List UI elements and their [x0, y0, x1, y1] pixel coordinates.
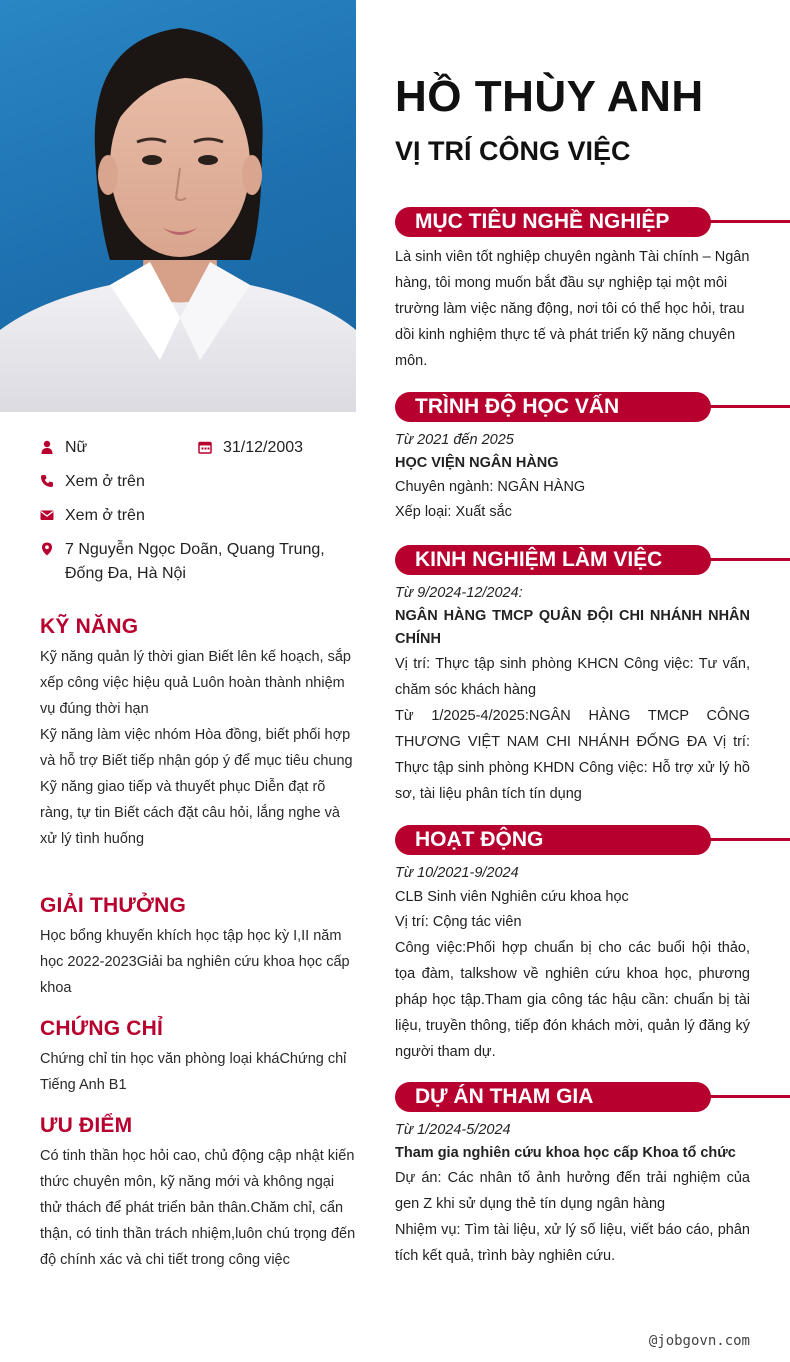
- projects-date: Từ 1/2024-5/2024: [395, 1122, 511, 1138]
- activities-date: Từ 10/2021-9/2024: [395, 865, 519, 881]
- experience-heading-bar: [395, 545, 790, 575]
- activities-heading: HOẠT ĐỘNG: [395, 825, 711, 855]
- candidate-name: HỒ THÙY ANH: [395, 72, 704, 121]
- activities-work: Công việc:Phối hợp chuẩn bị cho các buổi hội thảo, tọa đàm, talkshow về nghiên cứu khoa học, phương pháp học tập.Tham gia công tác hậu cần: chuẩn bị tài liệu, truyền thông, tiếp đón khách mời, quản lý đăng ký người tham dự.: [395, 940, 750, 1060]
- experience-heading: KINH NGHIỆM LÀM VIỆC: [395, 545, 711, 575]
- birthday-text: 31/12/2003: [223, 439, 304, 456]
- job-position: VỊ TRÍ CÔNG VIỆC: [395, 136, 631, 166]
- strengths-section: [40, 1113, 356, 1273]
- activities-position: Vị trí: Cộng tác viên: [395, 914, 522, 930]
- projects-heading-bar: [395, 1082, 790, 1112]
- watermark: @jobgovn.com: [648, 1333, 750, 1349]
- email-item: [40, 506, 145, 526]
- address-text: 7 Nguyễn Ngọc Doãn, Quang Trung, Đống Đa, Hà Nội: [65, 541, 325, 582]
- objective-heading-bar: [395, 207, 790, 237]
- email-text: Xem ở trên: [65, 507, 145, 524]
- experience-detail: Vị trí: Thực tập sinh phòng KHCN Công việc: Tư vấn, chăm sóc khách hàng: [395, 656, 750, 698]
- certificates-heading: CHỨNG CHỈ: [40, 1017, 164, 1040]
- education-rank: Xếp loại: Xuất sắc: [395, 504, 512, 520]
- awards-text: Học bổng khuyến khích học tập học kỳ I,II năm học 2022-2023Giải ba nghiên cứu khoa học cấp khoa: [40, 928, 350, 996]
- mail-icon: [40, 508, 54, 522]
- projects-section: [395, 1082, 790, 1269]
- experience-company: NGÂN HÀNG TMCP QUÂN ĐỘI CHI NHÁNH NHÂN CHÍNH: [395, 608, 750, 647]
- activities-section: [395, 825, 790, 1065]
- education-section: [395, 392, 790, 525]
- awards-heading: GIẢI THƯỞNG: [40, 894, 187, 917]
- skills-section: [40, 614, 356, 852]
- objective-heading: MỤC TIÊU NGHỀ NGHIỆP: [395, 207, 711, 237]
- education-date: Từ 2021 đến 2025: [395, 432, 514, 448]
- phone-text: Xem ở trên: [65, 473, 145, 490]
- skill-item: Kỹ năng làm việc nhóm Hòa đồng, biết phối hợp và hỗ trợ Biết tiếp nhận góp ý để mục tiêu chung: [40, 727, 353, 769]
- awards-section: [40, 893, 356, 1001]
- strengths-text: Có tinh thần học hỏi cao, chủ động cập nhật kiến thức chuyên môn, kỹ năng mới và không ngại thử thách để phát triển bản thân.Chăm chỉ, cẩn thận, có tinh thần trách nhiệm,luôn chú trọng đến độ chính xác và chi tiết trong công việc: [40, 1148, 356, 1268]
- experience-detail: Từ 1/2025-4/2025:NGÂN HÀNG TMCP CÔNG THƯƠNG VIỆT NAM CHI NHÁNH ĐỐNG ĐA Vị trí: Thực tập sinh phòng KHDN Công việc: Hỗ trợ xử lý hồ sơ, tài liệu phân tích tín dụng: [395, 708, 750, 802]
- calendar-icon: [198, 440, 212, 454]
- objective-text: Là sinh viên tốt nghiệp chuyên ngành Tài chính – Ngân hàng, tôi mong muốn bắt đầu sự nghiệp tại một môi trường làm việc năng động, nơi tôi có thể học hỏi, trau dồi kinh nghiệm thực tế và phát triển kỹ năng chuyên môn.: [395, 249, 750, 369]
- certificates-section: [40, 1016, 356, 1098]
- education-heading-bar: [395, 392, 790, 422]
- person-icon: [40, 440, 54, 454]
- objective-section: [395, 207, 790, 374]
- birthday-item: [198, 438, 303, 458]
- education-school: HỌC VIỆN NGÂN HÀNG: [395, 455, 559, 471]
- projects-heading: DỰ ÁN THAM GIA: [395, 1082, 711, 1112]
- experience-section: [395, 545, 790, 807]
- projects-task: Nhiệm vụ: Tìm tài liệu, xử lý số liệu, viết báo cáo, phân tích kết quả, trình bày nghiên cứu.: [395, 1222, 750, 1264]
- address-item: [40, 540, 350, 586]
- phone-item: [40, 472, 145, 492]
- skills-heading: KỸ NĂNG: [40, 615, 139, 638]
- skill-item: Kỹ năng quản lý thời gian Biết lên kế hoạch, sắp xếp công việc hiệu quả Luôn hoàn thành nhiệm vụ đúng thời hạn: [40, 649, 351, 717]
- experience-date: Từ 9/2024-12/2024:: [395, 585, 523, 601]
- phone-icon: [40, 474, 54, 488]
- location-pin-icon: [40, 542, 54, 556]
- education-heading: TRÌNH ĐỘ HỌC VẤN: [395, 392, 711, 422]
- activities-org: CLB Sinh viên Nghiên cứu khoa học: [395, 889, 629, 905]
- certificates-text: Chứng chỉ tin học văn phòng loại kháChứng chỉ Tiếng Anh B1: [40, 1051, 347, 1093]
- projects-name: Tham gia nghiên cứu khoa học cấp Khoa tổ chức: [395, 1145, 736, 1161]
- gender-item: [40, 438, 87, 458]
- projects-description: Dự án: Các nhân tố ảnh hưởng đến trải nghiệm của gen Z khi sử dụng thẻ tín dụng ngân hàng: [395, 1170, 750, 1212]
- left-column: [0, 0, 356, 1362]
- gender-text: Nữ: [65, 439, 88, 456]
- portrait-illustration: [0, 0, 356, 412]
- strengths-heading: ƯU ĐIỂM: [40, 1114, 133, 1137]
- education-major: Chuyên ngành: NGÂN HÀNG: [395, 479, 586, 495]
- contact-info: [40, 438, 350, 588]
- activities-heading-bar: [395, 825, 790, 855]
- skill-item: Kỹ năng giao tiếp và thuyết phục Diễn đạt rõ ràng, tự tin Biết cách đặt câu hỏi, lắng nghe và xử lý tình huống: [40, 779, 340, 847]
- profile-photo: [0, 0, 356, 412]
